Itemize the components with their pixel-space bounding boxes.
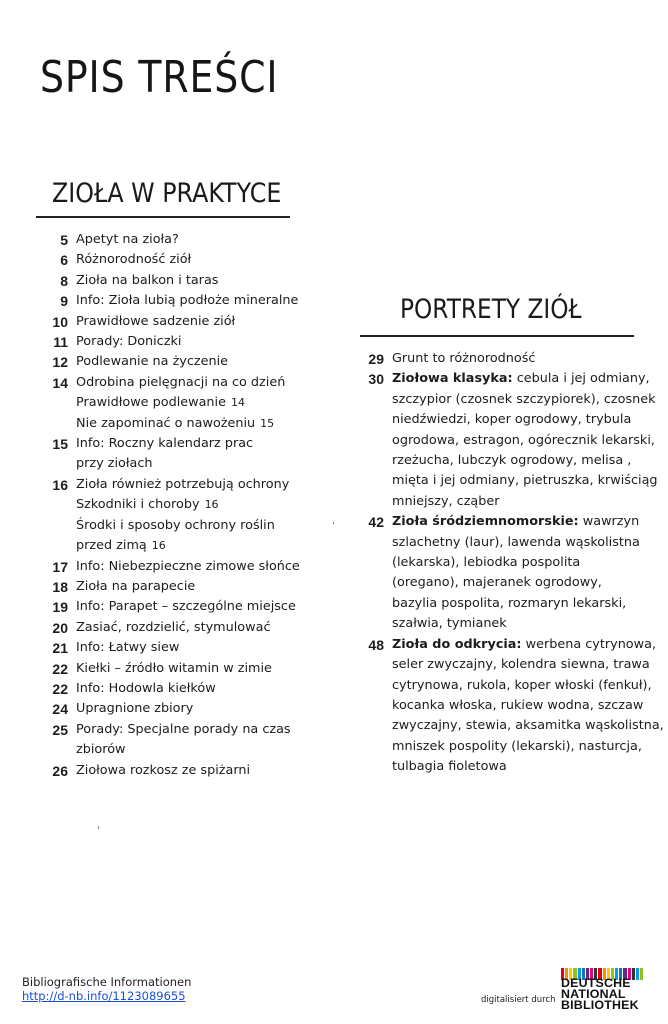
toc-line-text: Zioła na balkon i taras	[76, 272, 219, 288]
toc-line-text: mniejszy, cząber	[392, 493, 500, 509]
toc-entry	[356, 369, 656, 512]
toc-line-text: szałwia, tymianek	[392, 616, 507, 632]
toc-line-text: Upragnione zbiory	[76, 701, 194, 717]
toc-line-text: ogrodowa, estragon, ogórecznik lekarski,	[392, 432, 655, 448]
toc-entry-text	[76, 230, 340, 250]
toc-entry-line	[76, 557, 340, 577]
toc-line-text: Info: Łatwy siew	[76, 640, 180, 656]
toc-entry	[40, 312, 340, 332]
toc-entry	[40, 373, 340, 434]
section-heading-left: ZIOŁA W PRAKTYCE	[52, 178, 282, 209]
toc-entry-line	[76, 740, 340, 760]
toc-line-text: Ziołowa rozkosz ze spiżarni	[76, 762, 251, 778]
dnb-logo	[561, 968, 643, 1012]
toc-entry-text	[76, 557, 340, 577]
toc-entry-line	[392, 716, 664, 736]
toc-line-text: cebula i jej odmiany,	[512, 371, 650, 387]
toc-entry-text	[76, 352, 340, 372]
toc-page-number: 17	[52, 558, 68, 575]
toc-entry	[40, 699, 340, 719]
toc-entry-text	[392, 349, 656, 369]
toc-entry-line	[76, 475, 340, 495]
bibliographic-info-link[interactable]: http://d-nb.info/1123089655	[22, 989, 186, 1003]
toc-list-right	[356, 349, 664, 778]
toc-entry-line	[392, 471, 658, 491]
toc-entry-text	[76, 699, 340, 719]
scan-speck	[333, 522, 334, 524]
toc-page-number: 22	[52, 660, 68, 677]
toc-line-text: Różnorodność ziół	[76, 252, 192, 268]
toc-entry-text	[76, 720, 340, 761]
toc-line-text: wawrzyn	[578, 514, 640, 530]
toc-line-text: Prawidłowe sadzenie ziół	[76, 313, 236, 329]
toc-entry-text	[76, 597, 340, 617]
toc-entry-line	[392, 349, 656, 369]
toc-line-text: Odrobina pielęgnacji na co dzień	[76, 374, 286, 390]
toc-entry-text	[392, 369, 658, 512]
toc-line-text: Podlewanie na życzenie	[76, 354, 229, 370]
toc-line-text: szlachetny (laur), lawenda wąskolistna	[392, 534, 640, 550]
toc-line-text: Nie zapominać o nawożeniu	[76, 415, 256, 431]
toc-entry-line	[392, 492, 658, 512]
toc-entry	[40, 577, 340, 597]
toc-entry-text	[76, 373, 340, 434]
toc-entry	[40, 720, 340, 761]
toc-subpage-number: 16	[204, 498, 219, 512]
toc-entry-line	[76, 516, 340, 536]
toc-entry-line	[76, 495, 340, 515]
toc-entry-line	[392, 676, 664, 696]
toc-line-text: Środki i sposoby ochrony roślin	[76, 517, 275, 533]
toc-entry-line	[76, 454, 340, 474]
dnb-logo-line: DEUTSCHE	[561, 976, 631, 990]
toc-page-number: 30	[368, 371, 384, 388]
toc-entry	[40, 291, 340, 311]
toc-entry-text	[76, 638, 340, 658]
toc-page-number: 26	[52, 762, 68, 779]
toc-line-text: Szkodniki i choroby	[76, 497, 200, 513]
toc-entry-text	[76, 475, 340, 557]
scan-speck	[98, 826, 99, 829]
toc-entry	[40, 250, 340, 270]
toc-page-number: 21	[52, 640, 68, 657]
toc-entry	[356, 349, 656, 369]
toc-entry-line	[76, 597, 340, 617]
toc-entry-line	[76, 699, 340, 719]
toc-entry-line	[76, 434, 340, 454]
toc-line-text: niedźwiedzi, koper ogrodowy, trybula	[392, 412, 632, 428]
toc-entry-line	[392, 451, 658, 471]
toc-line-text: zwyczajny, stewia, aksamitka wąskolistna,	[392, 718, 664, 734]
toc-page-number: 29	[368, 351, 384, 367]
toc-entry-text	[76, 577, 340, 597]
toc-entry-line	[392, 512, 656, 532]
bibliographic-info	[22, 975, 191, 1003]
toc-line-text: cytrynowa, rukola, koper włoski (fenkuł),	[392, 677, 652, 693]
toc-entry-line	[76, 230, 340, 250]
toc-entry-text	[392, 512, 656, 634]
toc-entry-text	[76, 332, 340, 352]
toc-line-text: Porady: Specjalne porady na czas	[76, 721, 291, 737]
page-title: SPIS TREŚCI	[40, 52, 279, 103]
toc-entry-line	[392, 431, 658, 451]
toc-entry-line	[76, 577, 340, 597]
toc-page-number: 8	[60, 272, 68, 289]
toc-entry-line	[76, 352, 340, 372]
toc-line-text: Info: Parapet – szczególne miejsce	[76, 599, 296, 615]
toc-entry	[40, 434, 340, 475]
toc-line-text: werbena cytrynowa,	[521, 636, 657, 652]
toc-line-text: Zasiać, rozdzielić, stymulować	[76, 619, 271, 635]
toc-entry	[40, 679, 340, 699]
toc-entry-line	[392, 635, 664, 655]
toc-page-number: 18	[52, 578, 68, 595]
toc-subpage-number: 14	[230, 396, 245, 410]
toc-entry-line	[76, 312, 340, 332]
toc-page-number: 10	[52, 313, 68, 330]
toc-subpage-number: 16	[151, 539, 166, 553]
toc-entry-line	[76, 618, 340, 638]
bibliographic-info-label: Bibliografische Informationen	[22, 975, 192, 989]
toc-entry-line	[392, 410, 658, 430]
toc-entry-line	[392, 390, 658, 410]
toc-entry-line	[392, 553, 656, 573]
toc-line-text: zbiorów	[76, 742, 126, 758]
toc-line-text: kocanka włoska, rukiew wodna, szczaw	[392, 697, 644, 713]
toc-entry-line	[76, 638, 340, 658]
digitized-by-label: digitalisiert durch	[481, 995, 556, 1005]
toc-line-text: Zioła na parapecie	[76, 578, 196, 594]
toc-entry-line	[392, 369, 658, 389]
toc-entry-text	[76, 618, 340, 638]
toc-line-text: Info: Zioła lubią podłoże mineralne	[76, 293, 299, 309]
toc-list-left	[40, 230, 340, 781]
toc-entry-text	[76, 679, 340, 699]
toc-entry	[40, 761, 340, 781]
dnb-logo-text	[561, 978, 639, 1011]
toc-page-number: 20	[52, 619, 68, 636]
toc-page-number: 24	[52, 701, 68, 718]
toc-line-text: przed zimą	[76, 538, 147, 554]
toc-entry-line	[392, 757, 664, 777]
toc-entry-line	[76, 659, 340, 679]
toc-line-text: Kiełki – źródło witamin w zimie	[76, 660, 272, 676]
toc-line-text: (lekarska), lebiodka pospolita	[392, 555, 581, 571]
toc-line-text: Prawidłowe podlewanie	[76, 395, 226, 411]
toc-entry-text	[76, 312, 340, 332]
toc-entry-line	[392, 655, 664, 675]
toc-line-text: tulbagia fioletowa	[392, 759, 507, 775]
toc-entry-text	[76, 271, 340, 291]
toc-line-text: przy ziołach	[76, 456, 153, 472]
toc-entry-line	[76, 414, 340, 434]
toc-page-number: 14	[52, 374, 68, 391]
toc-page-number: 12	[52, 354, 68, 371]
toc-entry-line	[76, 761, 340, 781]
toc-entry-line	[76, 332, 340, 352]
section-heading-right: PORTRETY ZIÓŁ	[400, 294, 582, 325]
toc-page-number: 11	[53, 334, 68, 351]
toc-line-text: Info: Roczny kalendarz prac	[76, 436, 254, 452]
toc-entry-text	[76, 434, 340, 475]
toc-entry	[40, 597, 340, 617]
toc-entry-text	[76, 250, 340, 270]
toc-entry-line	[392, 533, 656, 553]
toc-entry	[40, 638, 340, 658]
dnb-logo-line: BIBLIOTHEK	[561, 998, 639, 1012]
toc-subpage-number: 15	[260, 416, 275, 430]
section-divider-right	[360, 335, 634, 337]
toc-line-text: bazylia pospolita, rozmaryn lekarski,	[392, 595, 627, 611]
toc-page-number: 15	[52, 436, 68, 453]
toc-entry-line	[392, 573, 656, 593]
toc-entry-line	[76, 291, 340, 311]
toc-entry	[40, 618, 340, 638]
toc-line-text: Apetyt na zioła?	[76, 232, 179, 247]
toc-line-text: Grunt to różnorodność	[392, 351, 536, 366]
toc-entry	[40, 557, 340, 577]
toc-page-number: 48	[368, 636, 384, 653]
toc-entry-line	[392, 737, 664, 757]
toc-line-text: szczypior (czosnek szczypiorek), czosnek	[392, 391, 656, 407]
toc-line-text: mniszek pospolity (lekarski), nasturcja,	[392, 738, 642, 754]
toc-entry	[40, 271, 340, 291]
toc-line-text: Info: Hodowla kiełków	[76, 680, 216, 696]
toc-entry	[40, 659, 340, 679]
toc-entry-text	[76, 659, 340, 679]
toc-entry-line	[76, 250, 340, 270]
toc-line-text: Info: Niebezpieczne zimowe słońce	[76, 558, 300, 574]
toc-entry-text	[392, 635, 664, 778]
toc-page-number: 6	[60, 252, 68, 269]
toc-page-number: 25	[52, 721, 68, 738]
toc-entry	[356, 635, 664, 778]
toc-page-number: 19	[52, 599, 68, 616]
toc-category-label: Zioła śródziemnomorskie:	[392, 514, 579, 530]
toc-entry-line	[392, 696, 664, 716]
toc-line-text: (oregano), majeranek ogrodowy,	[392, 575, 602, 591]
dnb-logo-bar	[640, 968, 643, 980]
toc-category-label: Zioła do odkrycia:	[392, 636, 522, 652]
toc-page-number: 22	[52, 680, 68, 697]
toc-entry	[40, 230, 340, 250]
toc-line-text: Porady: Doniczki	[76, 334, 182, 350]
toc-page-number: 9	[60, 293, 68, 310]
toc-entry-text	[76, 291, 340, 311]
toc-entry	[40, 352, 340, 372]
toc-entry-line	[76, 536, 340, 556]
toc-entry-line	[76, 271, 340, 291]
toc-entry-line	[76, 720, 340, 740]
toc-entry	[40, 475, 340, 557]
toc-entry-line	[76, 393, 340, 413]
toc-entry-line	[392, 614, 656, 634]
toc-page-number: 16	[52, 476, 68, 493]
toc-entry-text	[76, 761, 340, 781]
dnb-logo-line: NATIONAL	[561, 987, 626, 1001]
toc-entry-line	[392, 594, 656, 614]
toc-entry-line	[76, 373, 340, 393]
section-divider-left	[36, 216, 290, 218]
toc-page-number: 5	[60, 232, 68, 248]
toc-line-text: seler zwyczajny, kolendra siewna, trawa	[392, 657, 650, 673]
toc-line-text: mięta i jej odmiany, pietruszka, krwiściąg	[392, 473, 658, 489]
toc-line-text: Zioła również potrzebują ochrony	[76, 476, 290, 492]
toc-entry	[356, 512, 656, 634]
toc-category-label: Ziołowa klasyka:	[392, 371, 513, 387]
toc-entry-line	[76, 679, 340, 699]
toc-line-text: rzeżucha, lubczyk ogrodowy, melisa ,	[392, 453, 632, 469]
toc-page-number: 42	[368, 514, 384, 531]
toc-entry	[40, 332, 340, 352]
